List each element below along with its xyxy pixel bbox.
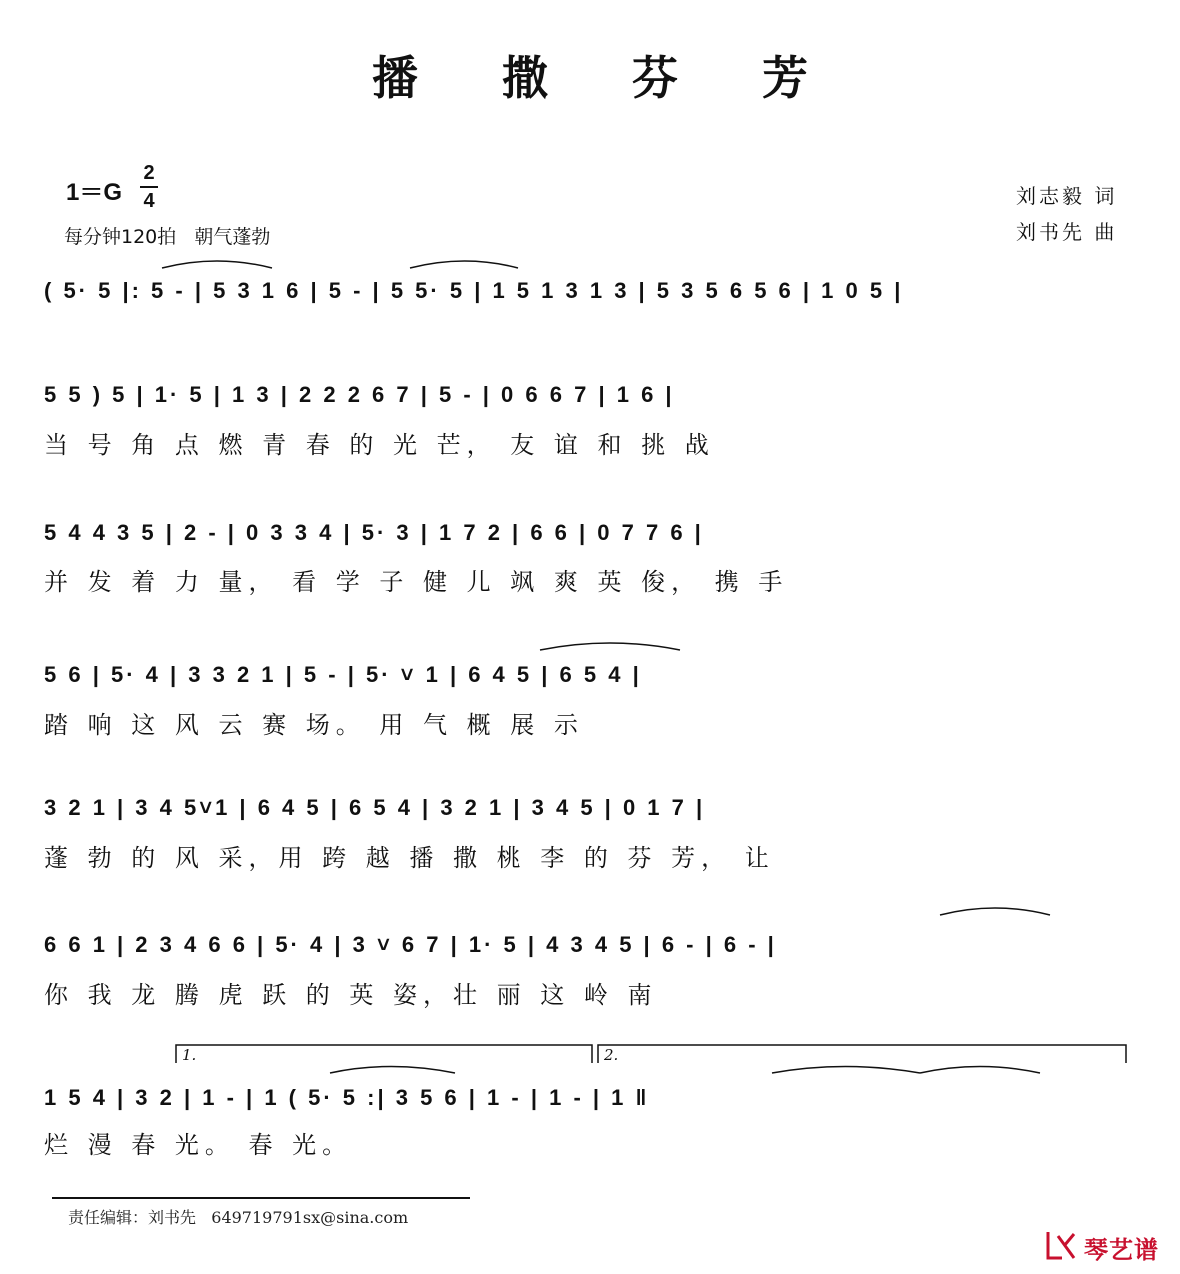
- notation-row-2: 5 5 ) 5 | 1· 5 | 1 3 | 2 2 2 6 7 | 5 - | 0 6 6 7 | 1 6 |: [44, 382, 675, 407]
- key-signature: 1＝G: [66, 179, 123, 206]
- volta-bracket-1: [176, 1045, 592, 1063]
- slur: [920, 1067, 1040, 1074]
- lyric-row-2: 当 号 角 点 燃 青 春 的 光 芒， 友 谊 和 挑 战: [44, 431, 715, 459]
- tempo-marking: 每分钟120拍 朝气蓬勃: [64, 226, 271, 248]
- slur: [410, 261, 518, 268]
- lyric-row-5: 蓬 勃 的 风 采，用 跨 越 播 撒 桃 李 的 芬 芳， 让: [44, 844, 775, 872]
- notation-row-4: 5 6 | 5· 4 | 3 3 2 1 | 5 - | 5· ˅ 1 | 6 4 5 | 6 5 4 |: [44, 662, 642, 687]
- logo-icon: [1044, 1228, 1080, 1262]
- lyric-row-4: 踏 响 这 风 云 赛 场。 用 气 概 展 示: [44, 711, 584, 739]
- lyric-row-6: 你 我 龙 腾 虎 跃 的 英 姿，壮 丽 这 岭 南: [44, 981, 658, 1009]
- lyricist-credit: 刘志毅 词: [1016, 184, 1118, 208]
- time-signature-bottom: 4: [140, 186, 158, 214]
- notation-row-1: ( 5· 5 |: 5 - | 5 3 1 6 | 5 - | 5 5· 5 | 1 5 1 3 1 3 | 5 3 5 6 5 6 | 1 0 5 |: [44, 278, 904, 303]
- notation-row-7: 1 5 4 | 3 2 | 1 - | 1 ( 5· 5 :| 3 5 6 | 1 - | 1 - | 1 ‖: [44, 1085, 650, 1110]
- volta-label-2: 2.: [604, 1046, 619, 1064]
- logo-text: 琴艺谱: [1084, 1236, 1159, 1264]
- editor-credit: 责任编辑：刘书先 649719791sx@sina.com: [68, 1208, 409, 1227]
- song-title: 播 撒 芬 芳: [371, 51, 843, 105]
- notation-row-3: 5 4 4 3 5 | 2 - | 0 3 3 4 | 5· 3 | 1 7 2 | 6 6 | 0 7 7 6 |: [44, 520, 704, 545]
- time-signature-top: 2: [143, 162, 155, 184]
- composer-credit: 刘书先 曲: [1016, 220, 1118, 244]
- volta-bracket-2: [598, 1045, 1126, 1063]
- slur: [330, 1067, 455, 1074]
- footer-divider: [52, 1197, 470, 1199]
- slur: [772, 1067, 920, 1074]
- slur: [540, 643, 680, 650]
- volta-label-1: 1.: [182, 1046, 197, 1064]
- slur: [940, 908, 1050, 915]
- lyric-row-7: 烂 漫 春 光。 春 光。: [44, 1131, 353, 1159]
- notation-row-6: 6 6 1 | 2 3 4 6 6 | 5· 4 | 3 ˅ 6 7 | 1· 5 | 4 3 4 5 | 6 - | 6 - |: [44, 932, 777, 957]
- notation-row-5: 3 2 1 | 3 4 5˅1 | 6 4 5 | 6 5 4 | 3 2 1 | 3 4 5 | 0 1 7 |: [44, 795, 706, 820]
- site-logo: [1044, 1228, 1168, 1262]
- lyric-row-3: 并 发 着 力 量， 看 学 子 健 儿 飒 爽 英 俊， 携 手: [44, 568, 789, 596]
- slur: [162, 261, 272, 268]
